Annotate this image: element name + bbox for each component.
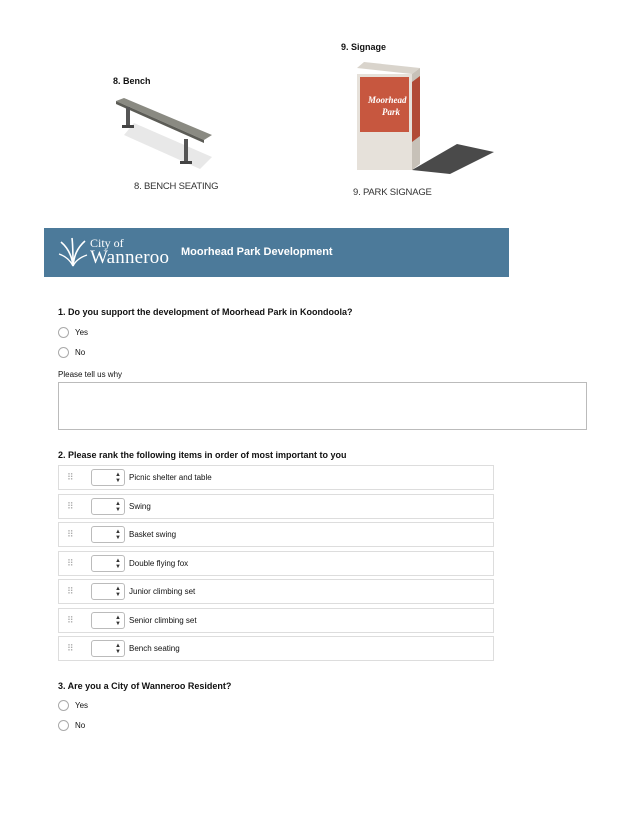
q1-radio-yes[interactable]	[58, 327, 69, 338]
select-arrows-icon: ▲ ▼	[115, 586, 121, 598]
signage-image	[352, 60, 497, 175]
q1-label-no: No	[75, 348, 86, 357]
q3-label-no: No	[75, 721, 86, 730]
bench-image	[112, 95, 220, 170]
rank-item-label: Senior climbing set	[129, 616, 197, 625]
sign-text-line1: Moorhead	[368, 95, 407, 105]
q3-radio-no[interactable]	[58, 720, 69, 731]
leaf-logo-icon	[58, 236, 88, 268]
signage-image-label: 9. Signage	[341, 42, 387, 52]
rank-item-label: Bench seating	[129, 644, 180, 653]
rank-row[interactable]	[58, 636, 494, 661]
rank-item-label: Basket swing	[129, 530, 177, 539]
bench-image-caption: 8. BENCH SEATING	[134, 181, 219, 192]
rank-row[interactable]	[58, 579, 494, 604]
rank-row[interactable]	[58, 608, 494, 633]
q2-question: 2. Please rank the following items in order of most important to you	[58, 450, 347, 460]
select-arrows-icon: ▲ ▼	[115, 529, 121, 541]
rank-item-label: Junior climbing set	[129, 587, 196, 596]
rank-select[interactable]	[91, 583, 125, 600]
q1-question: 1. Do you support the development of Moorhead Park in Koondoola?	[58, 307, 353, 317]
q3-label-yes: Yes	[75, 701, 89, 710]
logo-city-name: Wanneroo	[90, 247, 170, 268]
drag-handle-icon[interactable]: ⠿	[67, 558, 73, 568]
rank-row[interactable]	[58, 522, 494, 547]
q3-question: 3. Are you a City of Wanneroo Resident?	[58, 681, 232, 691]
drag-handle-icon[interactable]: ⠿	[67, 586, 73, 596]
rank-item-label: Swing	[129, 502, 151, 511]
rank-item-label: Double flying fox	[129, 559, 189, 568]
q1-label-yes: Yes	[75, 328, 89, 337]
select-arrows-icon: ▲ ▼	[115, 643, 121, 655]
survey-title: Moorhead Park Development	[181, 246, 333, 258]
select-arrows-icon: ▲ ▼	[115, 558, 121, 570]
rank-row[interactable]	[58, 494, 494, 519]
rank-item-label: Picnic shelter and table	[129, 473, 212, 482]
select-arrows-icon: ▲ ▼	[115, 472, 121, 484]
drag-handle-icon[interactable]: ⠿	[67, 529, 73, 539]
logo-city-of: City of	[90, 236, 124, 250]
rank-select[interactable]	[91, 555, 125, 572]
city-logo	[58, 236, 178, 272]
drag-handle-icon[interactable]: ⠿	[67, 643, 73, 653]
drag-handle-icon[interactable]: ⠿	[67, 472, 73, 482]
rank-row[interactable]	[58, 465, 494, 490]
q1-followup-textarea[interactable]	[58, 382, 587, 430]
q3-radio-yes[interactable]	[58, 700, 69, 711]
rank-select[interactable]	[91, 498, 125, 515]
rank-select[interactable]	[91, 469, 125, 486]
select-arrows-icon: ▲ ▼	[115, 615, 121, 627]
rank-select[interactable]	[91, 640, 125, 657]
q1-radio-no[interactable]	[58, 347, 69, 358]
bench-image-label: 8. Bench	[113, 76, 151, 86]
drag-handle-icon[interactable]: ⠿	[67, 501, 73, 511]
rank-row[interactable]	[58, 551, 494, 576]
q1-followup-label: Please tell us why	[58, 370, 123, 379]
rank-select[interactable]	[91, 612, 125, 629]
rank-select[interactable]	[91, 526, 125, 543]
drag-handle-icon[interactable]: ⠿	[67, 615, 73, 625]
signage-image-caption: 9. PARK SIGNAGE	[353, 187, 432, 198]
select-arrows-icon: ▲ ▼	[115, 501, 121, 513]
sign-text-line2: Park	[382, 107, 400, 117]
